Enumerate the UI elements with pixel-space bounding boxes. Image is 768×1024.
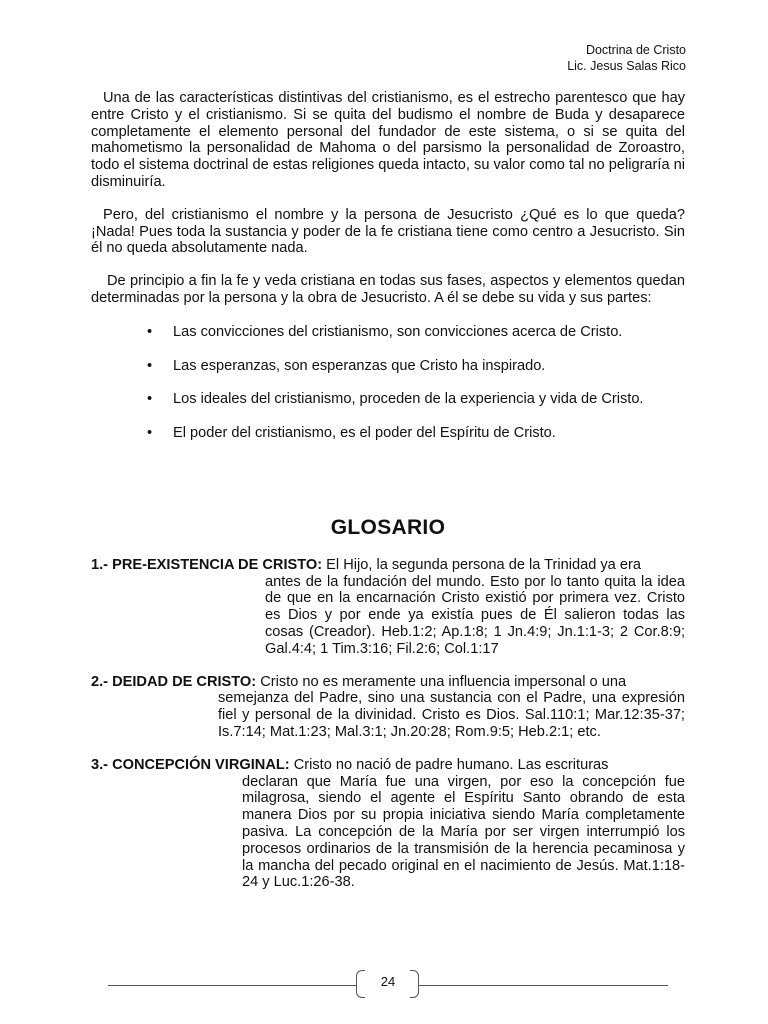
- glossary-definition: declaran que María fue una virgen, por eso la concepción fue milagrosa, siendo el agente el Espíritu Santo obrando de esta manera Dios por su propia iniciativa siendo María completamente pasiva. La concepción de la María por ser virgen interrumpió los procesos ordinarios de la transmisión de la herencia pecaminosa y la mancha del pecado original en el nacimiento de Jesús. Mat.1:18-24 y Luc.1:26-38.: [242, 773, 685, 891]
- bullet-icon: •: [147, 323, 153, 340]
- list-item: [147, 324, 685, 341]
- page-content: [91, 90, 685, 907]
- glossary-term: 3.- CONCEPCIÓN VIRGINAL:: [91, 756, 290, 773]
- page-header: [567, 42, 686, 74]
- footer-divider-left: [108, 985, 356, 986]
- glossary-definition-start: Cristo no nació de padre humano. Las escrituras: [293, 756, 609, 773]
- glossary-entry: [91, 557, 685, 658]
- glossary-term: 1.- PRE-EXISTENCIA DE CRISTO:: [91, 556, 323, 573]
- left-brace-icon: [356, 970, 365, 998]
- list-item-text: Las convicciones del cristianismo, son convicciones acerca de Cristo.: [173, 323, 623, 340]
- paragraph-intro: Una de las características distintivas del cristianismo, es el estrecho parentesco que hay entre Cristo y el cristianismo. Si se quita del budismo el nombre de Buda y desaparece completamente el elemento personal del fundador de este sistema, o si se quita del mahometismo la personalidad de Mahoma o del parsismo la personalidad de Zoroastro, todo el sistema doctrinal de estas religiones queda intacto, su valor como tal no peligraría ni disminuiría.: [91, 90, 685, 190]
- bullet-icon: •: [147, 425, 153, 442]
- glossary-entry: [91, 757, 685, 891]
- footer-divider-right: [418, 985, 668, 986]
- right-brace-icon: [410, 970, 419, 998]
- glossary-entry: [91, 674, 685, 741]
- glossary-definition-start: El Hijo, la segunda persona de la Trinidad ya era: [326, 556, 641, 573]
- glossary-term: 2.- DEIDAD DE CRISTO:: [91, 673, 257, 690]
- paragraph-principle: De principio a fin la fe y veda cristiana en todas sus fases, aspectos y elementos quedan determinadas por la persona y la obra de Jesucristo. A él se debe su vida y sus partes:: [91, 273, 685, 306]
- list-item: [147, 425, 685, 442]
- glossary-definition: semejanza del Padre, sino una sustancia con el Padre, una expresión fiel y personal de la divinidad. Cristo es Dios. Sal.110:1; Mar.12:35-37; Is.7:14; Mat.1:23; Mal.3:1; Jn.20:28; Rom.9:5; Heb.2:1; etc.: [218, 690, 685, 740]
- list-item: [147, 391, 685, 408]
- glossary-definition: antes de la fundación del mundo. Esto por lo tanto quita la idea de que en la encarnación Cristo existió por primera vez. Cristo es Dios y por ende ya existía pues de Él salieron todas las cosas (Creador). Heb.1:2; Ap.1:8; 1 Jn.4:9; Jn.1:1-3; 2 Cor.8:9; Gal.4:4; 1 Tim.3:16; Fil.2:6; Col.1:17: [265, 573, 685, 657]
- list-item-text: El poder del cristianismo, es el poder del Espíritu de Cristo.: [173, 425, 556, 442]
- list-item-text: Los ideales del cristianismo, proceden de la experiencia y vida de Cristo.: [173, 391, 644, 408]
- page-footer: [108, 966, 668, 1000]
- header-author: Lic. Jesus Salas Rico: [567, 59, 686, 73]
- glossary-title: GLOSARIO: [330, 515, 446, 539]
- page-number: 24: [380, 974, 396, 989]
- list-item: [147, 358, 685, 375]
- bullet-icon: •: [147, 391, 153, 408]
- header-title: Doctrina de Cristo: [585, 43, 686, 57]
- list-item-text: Las esperanzas, son esperanzas que Cristo ha inspirado.: [173, 357, 546, 374]
- paragraph-question: Pero, del cristianismo el nombre y la persona de Jesucristo ¿Qué es lo que queda? ¡Nada! Pues toda la sustancia y poder de la fe cristiana tiene como centro a Jesucristo. Sin él no queda absolutamente nada.: [91, 206, 685, 257]
- bullet-icon: •: [147, 357, 153, 374]
- glossary-definition-start: Cristo no es meramente una influencia impersonal o una: [260, 673, 627, 690]
- bullet-list: [91, 324, 685, 442]
